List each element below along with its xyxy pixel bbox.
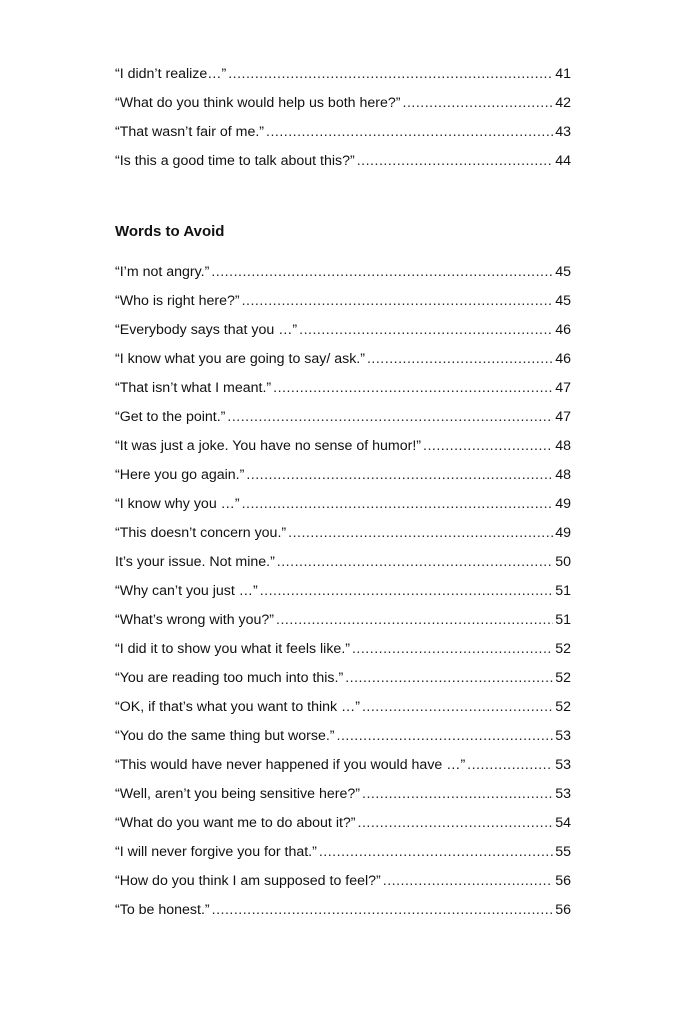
toc-dot-leader (288, 519, 553, 548)
toc-entry-title: “That wasn’t fair of me.” (115, 124, 265, 140)
toc-entry[interactable] (115, 780, 571, 809)
toc-entry[interactable] (115, 147, 571, 176)
toc-entry-page-number: 46 (555, 322, 571, 338)
toc-entry[interactable] (115, 751, 571, 780)
toc-dot-leader (423, 432, 553, 461)
toc-entry-page-number: 52 (555, 641, 571, 657)
toc-entry[interactable] (115, 490, 571, 519)
toc-dot-leader (358, 809, 554, 838)
toc-entry[interactable] (115, 316, 571, 345)
toc-entry-page-number: 53 (555, 757, 571, 773)
toc-entry-title: “What do you want me to do about it?” (115, 815, 356, 831)
toc-entry-page-number: 47 (555, 409, 571, 425)
toc-entry-page-number: 47 (555, 380, 571, 396)
toc-entry-title: “Why can’t you just …” (115, 583, 258, 599)
toc-entry-title: “How do you think I am supposed to feel?” (115, 873, 381, 889)
toc-dot-leader (337, 722, 554, 751)
toc-entry-title: “I didn’t realize…” (115, 66, 227, 82)
toc-entry-title: “It was just a joke. You have no sense of humor!” (115, 438, 421, 454)
section-heading: Words to Avoid (115, 223, 225, 240)
toc-entry[interactable] (115, 664, 571, 693)
toc-entry[interactable] (115, 432, 571, 461)
toc-entry[interactable] (115, 577, 571, 606)
toc-dot-leader (299, 316, 553, 345)
toc-entry-page-number: 45 (555, 264, 571, 280)
toc-entry-page-number: 49 (555, 525, 571, 541)
toc-entry[interactable] (115, 345, 571, 374)
toc-entry-title: “What do you think would help us both here?” (115, 95, 401, 111)
toc-entry-title: “Is this a good time to talk about this?” (115, 153, 355, 169)
toc-entry[interactable] (115, 403, 571, 432)
toc-dot-leader (242, 287, 554, 316)
toc-entry[interactable] (115, 89, 571, 118)
toc-entry-page-number: 55 (555, 844, 571, 860)
toc-dot-leader (212, 896, 554, 925)
toc-entry-page-number: 48 (555, 467, 571, 483)
toc-entry[interactable] (115, 287, 571, 316)
toc-dot-leader (246, 461, 553, 490)
toc-dot-leader (227, 403, 553, 432)
toc-entry-title: “Who is right here?” (115, 293, 240, 309)
toc-entry[interactable] (115, 258, 571, 287)
toc-list-top (115, 60, 571, 176)
toc-entry[interactable] (115, 635, 571, 664)
toc-entry-page-number: 46 (555, 351, 571, 367)
toc-entry-page-number: 45 (555, 293, 571, 309)
toc-dot-leader (362, 780, 553, 809)
toc-entry-page-number: 51 (555, 583, 571, 599)
toc-entry[interactable] (115, 896, 571, 925)
toc-dot-leader (362, 693, 553, 722)
toc-entry-page-number: 52 (555, 699, 571, 715)
toc-entry[interactable] (115, 60, 571, 89)
toc-dot-leader (345, 664, 553, 693)
toc-entry[interactable] (115, 722, 571, 751)
toc-entry-page-number: 53 (555, 728, 571, 744)
toc-dot-leader (367, 345, 553, 374)
toc-entry-title: “I know what you are going to say/ ask.” (115, 351, 365, 367)
toc-dot-leader (277, 548, 553, 577)
toc-entry-page-number: 54 (555, 815, 571, 831)
toc-entry[interactable] (115, 461, 571, 490)
toc-entry-title: “OK, if that’s what you want to think …” (115, 699, 360, 715)
toc-entry-title: “Well, aren’t you being sensitive here?” (115, 786, 360, 802)
toc-entry-page-number: 52 (555, 670, 571, 686)
toc-entry-title: “I know why you …” (115, 496, 240, 512)
toc-entry[interactable] (115, 693, 571, 722)
toc-dot-leader (319, 838, 553, 867)
toc-entry-title: “This doesn’t concern you.” (115, 525, 287, 541)
toc-dot-leader (467, 751, 553, 780)
toc-entry-title: “You do the same thing but worse.” (115, 728, 335, 744)
toc-entry-title: “You are reading too much into this.” (115, 670, 344, 686)
toc-entry-title: “I did it to show you what it feels like.” (115, 641, 350, 657)
toc-dot-leader (357, 147, 553, 176)
toc-dot-leader (266, 118, 553, 147)
toc-entry[interactable] (115, 867, 571, 896)
toc-entry-title: “That isn’t what I meant.” (115, 380, 272, 396)
toc-entry[interactable] (115, 118, 571, 147)
toc-entry-title: “Everybody says that you …” (115, 322, 298, 338)
toc-dot-leader (228, 60, 553, 89)
toc-entry-title: “I’m not angry.” (115, 264, 210, 280)
toc-dot-leader (352, 635, 553, 664)
toc-entry-title: “This would have never happened if you would have …” (115, 757, 466, 773)
toc-dot-leader (211, 258, 553, 287)
toc-dot-leader (260, 577, 554, 606)
toc-entry-title: “To be honest.” (115, 902, 210, 918)
toc-list-words-to-avoid (115, 258, 571, 925)
toc-dot-leader (273, 374, 553, 403)
toc-entry-page-number: 56 (555, 902, 571, 918)
toc-entry[interactable] (115, 374, 571, 403)
toc-entry[interactable] (115, 809, 571, 838)
toc-entry-page-number: 50 (555, 554, 571, 570)
toc-entry-page-number: 49 (555, 496, 571, 512)
toc-entry-page-number: 43 (555, 124, 571, 140)
toc-entry-page-number: 41 (555, 66, 571, 82)
toc-dot-leader (276, 606, 553, 635)
toc-entry-title: “I will never forgive you for that.” (115, 844, 317, 860)
toc-entry-page-number: 48 (555, 438, 571, 454)
toc-entry-page-number: 42 (555, 95, 571, 111)
toc-dot-leader (383, 867, 553, 896)
toc-entry-page-number: 56 (555, 873, 571, 889)
toc-entry-page-number: 51 (555, 612, 571, 628)
toc-dot-leader (242, 490, 554, 519)
toc-entry-title: It’s your issue. Not mine.” (115, 554, 275, 570)
toc-entry[interactable] (115, 548, 571, 577)
toc-entry[interactable] (115, 606, 571, 635)
toc-entry-title: “Here you go again.” (115, 467, 245, 483)
toc-dot-leader (403, 89, 554, 118)
toc-entry[interactable] (115, 519, 571, 548)
toc-entry-page-number: 53 (555, 786, 571, 802)
toc-entry-title: “What’s wrong with you?” (115, 612, 275, 628)
toc-entry-page-number: 44 (555, 153, 571, 169)
toc-entry[interactable] (115, 838, 571, 867)
toc-entry-title: “Get to the point.” (115, 409, 226, 425)
